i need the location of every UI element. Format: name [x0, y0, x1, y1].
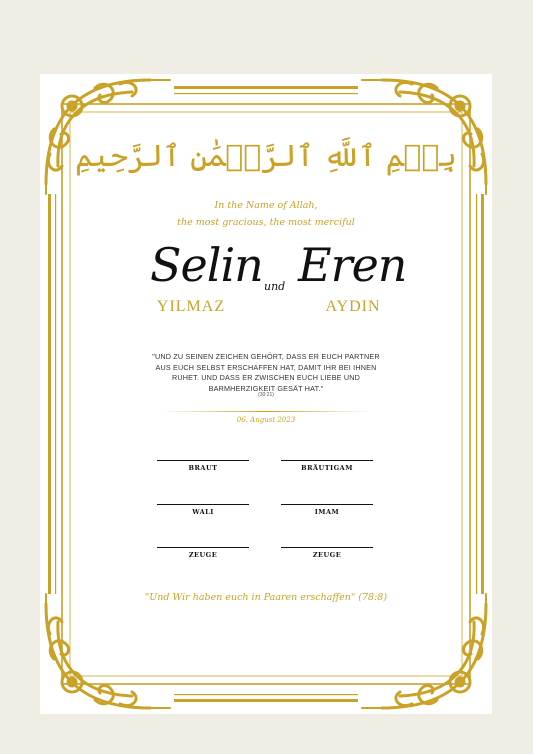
signature-line[interactable] [281, 547, 373, 548]
basmala-calligraphy: بِسۡمِ ٱللَّهِ ٱلرَّحۡمَٰنِ ٱلرَّحِيمِ [75, 139, 457, 174]
signature-bride [157, 460, 249, 472]
in-the-name-line-1: In the Name of Allah, [214, 200, 318, 211]
connector-und: und [264, 280, 286, 293]
signature-line[interactable] [157, 460, 249, 461]
in-the-name-of-allah [40, 197, 492, 231]
signature-label-imam: IMAM [314, 508, 340, 516]
in-the-name-line-2: the most gracious, the most merciful [177, 217, 355, 228]
signature-label-groom: BRÄUTIGAM [301, 464, 353, 472]
bride-first-name: Selin [150, 238, 263, 292]
quran-quote: "UND ZU SEINEN ZEICHEN GEHÖRT, DASS ER EUCH PARTNER AUS EUCH SELBST ERSCHAFFEN HAT, DAMIT IHR BEI IHNEN RUHET. UND DASS ER ZWISCHEN EUCH LIEBE UND BARMHERZIGKEIT GESÄT HAT." [152, 352, 380, 393]
signature-groom [281, 460, 373, 472]
quote-reference: (30:21) [258, 392, 274, 398]
signature-line[interactable] [157, 547, 249, 548]
signature-wali [157, 504, 249, 516]
signature-label-bride: BRAUT [188, 464, 218, 472]
groom-first-name: Eren [298, 238, 407, 292]
signature-label-witness-1: ZEUGE [188, 551, 218, 559]
signature-line[interactable] [281, 504, 373, 505]
bride-last-name: YILMAZ [156, 298, 226, 315]
certificate-sheet [40, 74, 492, 714]
signature-label-wali: WALI [192, 508, 214, 516]
signature-imam [281, 504, 373, 516]
footer-verse: "Und Wir haben euch in Paaren erschaffen" (78:8) [144, 592, 388, 603]
signature-line[interactable] [281, 460, 373, 461]
divider-line [160, 411, 372, 412]
signature-label-witness-2: ZEUGE [312, 551, 342, 559]
signature-witness-1 [157, 547, 249, 559]
wedding-date: 06. August 2023 [236, 416, 296, 424]
groom-last-name: AYDIN [325, 298, 381, 315]
signature-witness-2 [281, 547, 373, 559]
signature-line[interactable] [157, 504, 249, 505]
